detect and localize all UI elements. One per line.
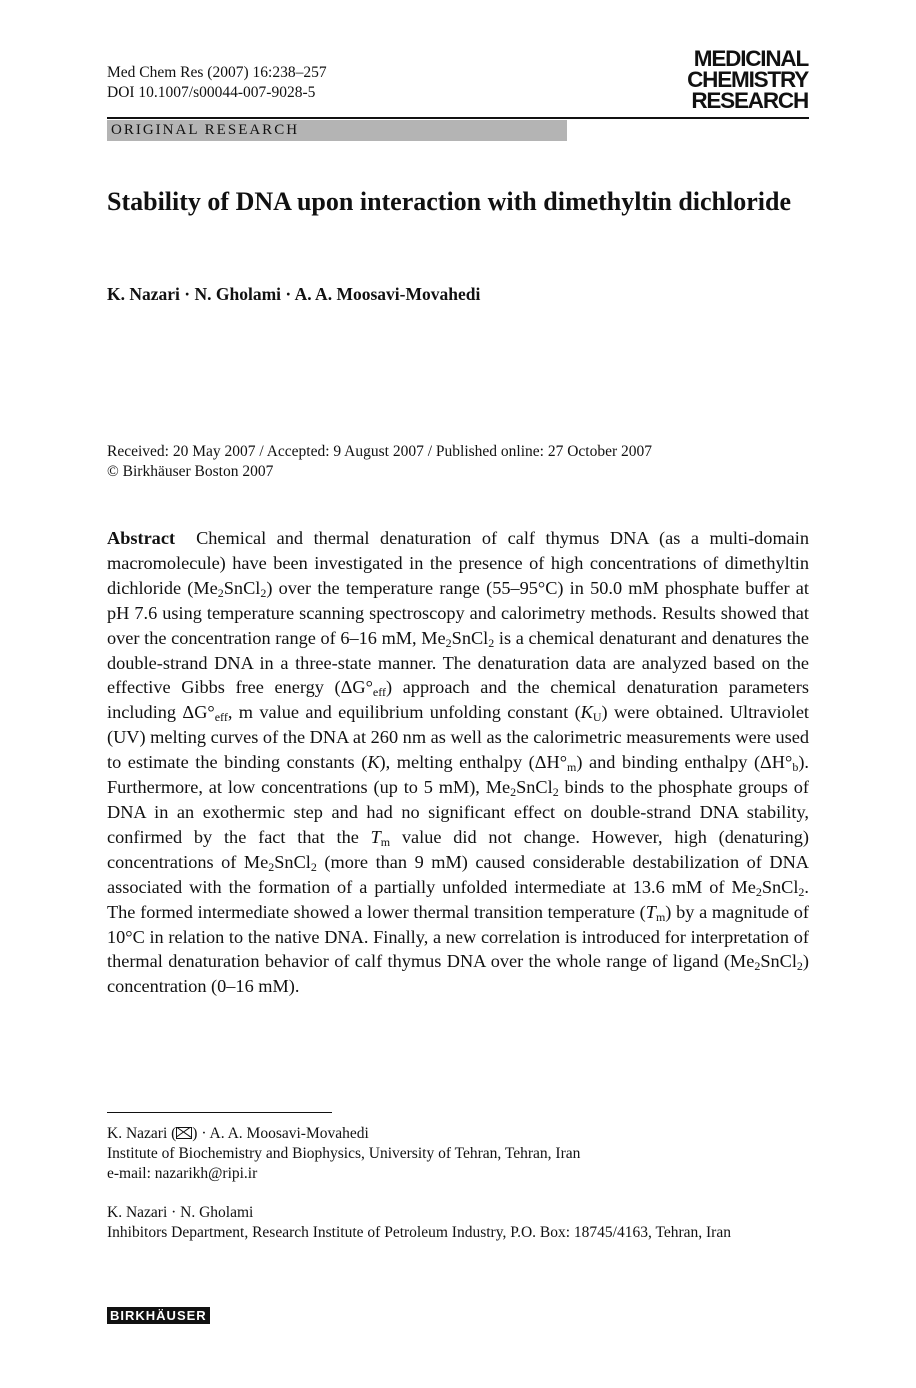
citation-line: Med Chem Res (2007) 16:238–257 [107, 64, 327, 81]
abstract-text: ), melting enthalpy (ΔH° [379, 752, 568, 773]
footnote-institution: Inhibitors Department, Research Institute of Petroleum Industry, P.O. Box: 18745/4163, Tehran, Iran [107, 1223, 731, 1241]
journal-logo-line: MEDICINAL [693, 46, 808, 71]
article-category: ORIGINAL RESEARCH [107, 120, 567, 141]
header-divider [107, 117, 809, 119]
abstract-text: is a chemical denaturant and denatures the double-strand DNA in a three-state manner. The denaturation data are analyzed based on the effective Gibbs free energy (ΔG° [107, 627, 809, 698]
footnote-affiliation-1 [107, 1124, 809, 1183]
abstract-text: (more than 9 mM) caused considerable destabilization of DNA associated with the formation of a partially unfolded intermediate at 13.6 mM of Me [107, 851, 809, 897]
subscript: 2 [268, 859, 275, 874]
subscript: 2 [445, 635, 452, 650]
subscript: 2 [260, 585, 267, 600]
abstract-text: SnCl [760, 951, 797, 972]
publication-history [107, 442, 652, 482]
copyright-line: © Birkhäuser Boston 2007 [107, 463, 274, 480]
italic-symbol: T [645, 901, 656, 922]
citation-block [107, 63, 327, 103]
footnote-email[interactable]: e-mail: nazarikh@ripi.ir [107, 1164, 258, 1182]
abstract-text: , m value and equilibrium unfolding constant ( [227, 702, 581, 723]
subscript: 2 [798, 884, 805, 899]
subscript: b [792, 760, 799, 775]
footnote-institution: Institute of Biochemistry and Biophysics, University of Tehran, Tehran, Iran [107, 1144, 581, 1162]
envelope-icon [176, 1127, 192, 1139]
footnote-author-text: K. Nazari ( [107, 1125, 177, 1142]
subscript: 2 [510, 785, 517, 800]
italic-symbol: K [580, 702, 593, 723]
subscript: U [592, 710, 602, 725]
abstract-label: Abstract [107, 528, 176, 548]
footnote-authors [107, 1124, 809, 1144]
abstract-text: ) approach and the chemical denaturation parameters including ΔG° [107, 677, 809, 723]
abstract-text: SnCl [274, 851, 311, 872]
abstract-text: SnCl [761, 876, 799, 897]
abstract-text: Chemical and thermal denaturation of calf thymus DNA (as a multi-domain macromolecule) have been investigated in the presence of high concentrations of dimethyltin dichloride (Me [107, 528, 810, 598]
italic-symbol: K [367, 752, 380, 773]
article-title: Stability of DNA upon interaction with dimethyltin dichloride [107, 187, 791, 216]
subscript: m [567, 760, 577, 775]
abstract-text: . The formed intermediate showed a lower thermal transition temperature ( [107, 876, 809, 922]
subscript: eff [214, 710, 228, 725]
footnote-affiliation-2 [107, 1203, 809, 1243]
subscript: 2 [217, 585, 224, 600]
subscript: 2 [310, 859, 317, 874]
journal-logo-line: CHEMISTRY [687, 67, 808, 92]
subscript: m [380, 834, 391, 849]
doi-line: DOI 10.1007/s00044-007-9028-5 [107, 84, 316, 101]
journal-logo-line: RESEARCH [691, 88, 808, 113]
abstract-text: SnCl [516, 777, 553, 798]
footnote-authors: K. Nazari · N. Gholami [107, 1204, 254, 1221]
abstract-text: ) by a magnitude of 10°C in relation to the native DNA. Finally, a new correlation is introduced for interpretation of thermal denaturation behavior of calf thymus DNA over the whole range of ligand (Me [107, 901, 809, 972]
italic-symbol: T [370, 826, 381, 847]
subscript: 2 [796, 959, 803, 974]
publisher-logo: BIRKHÄUSER [107, 1307, 210, 1324]
subscript: m [655, 909, 666, 924]
subscript: 2 [754, 959, 761, 974]
abstract-text: SnCl [451, 627, 489, 648]
subscript: 2 [755, 884, 762, 899]
abstract-text: ) over the temperature range (55–95°C) in 50.0 mM phosphate buffer at pH 7.6 using temperature scanning spectroscopy and calorimetry methods. Results showed that over the concentration range of 6–16 mM, Me [107, 577, 809, 648]
subscript: eff [372, 685, 386, 700]
abstract-text: value did not change. However, high (denaturing) concentrations of Me [107, 826, 809, 872]
footnote-divider [107, 1112, 332, 1113]
author-list: K. Nazari · N. Gholami · A. A. Moosavi-Movahedi [107, 284, 481, 304]
abstract [107, 526, 809, 999]
subscript: 2 [488, 635, 495, 650]
footnote-author-text: ) · A. A. Moosavi-Movahedi [192, 1125, 369, 1142]
subscript: 2 [552, 785, 559, 800]
abstract-text: ) concentration (0–16 mM). [107, 951, 809, 997]
abstract-text: ) were obtained. Ultraviolet (UV) melting curves of the DNA at 260 nm as well as the calorimetric measurements were used to estimate the binding constants ( [107, 702, 810, 773]
abstract-text: binds to the phosphate groups of DNA in an exothermic step and had no significant effect on double-strand DNA stability, confirmed by the fact that the [107, 777, 809, 847]
abstract-text: ) and binding enthalpy (ΔH° [576, 752, 793, 773]
abstract-text: SnCl [223, 577, 261, 598]
journal-logo [687, 48, 808, 111]
abstract-text: ). Furthermore, at low concentrations (up to 5 mM), Me [107, 752, 809, 798]
dates-line: Received: 20 May 2007 / Accepted: 9 August 2007 / Published online: 27 October 2007 [107, 443, 653, 460]
